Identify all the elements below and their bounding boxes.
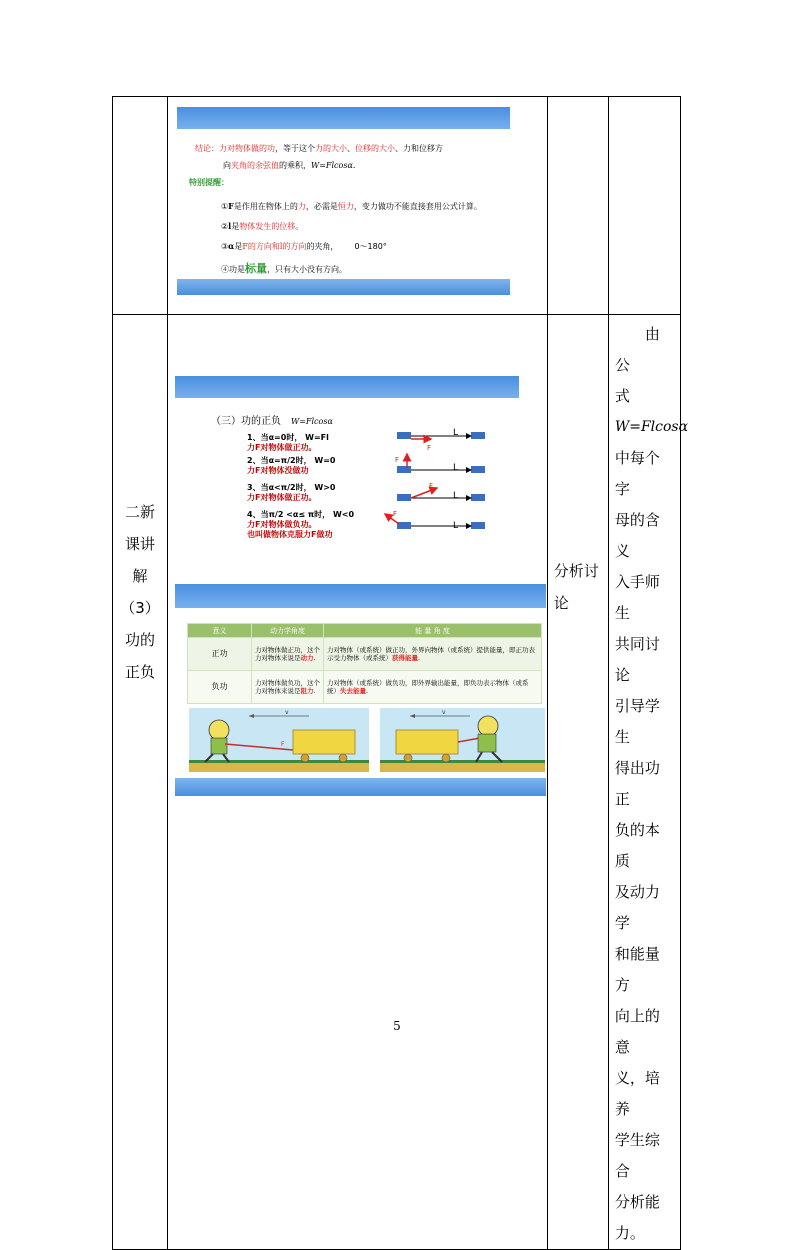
energy-cell: 力对物体（或系统）做正功，外界向物体（或系统）提供能量，即正功表示受力物体（或系统）获得能量.: [324, 638, 542, 671]
section-label-line: 二新: [125, 503, 156, 521]
intent-line: 母的含义: [614, 511, 660, 560]
force-diagrams: [375, 426, 495, 541]
displacement-label: L: [453, 491, 459, 501]
displacement-label: L: [453, 428, 459, 438]
note-item-4: ④功是标量，只有大小没有方向。: [221, 262, 347, 275]
intent-line: 及动力学: [614, 883, 660, 932]
energy-cell: 力对物体（或系统）做负功，即外界输出能量，即负功表示物体（或系统）失去能量.: [324, 671, 542, 704]
intent-line: 由公: [614, 325, 660, 374]
intent-line: 中每个字: [614, 449, 660, 498]
note-item-2: ②l是物体发生的位移。: [221, 221, 304, 231]
slide-work-meaning: [175, 584, 546, 796]
force-label: F: [429, 482, 434, 490]
note-item-3: ③α是F的方向和l的方向的夹角， 0～180°: [221, 241, 387, 251]
intent-line: 义，培养: [614, 1069, 660, 1118]
intent-line: 入手师生: [614, 573, 660, 622]
intent-formula: W=Flcosα: [614, 419, 689, 435]
intent-line: 负的本质: [614, 821, 660, 870]
slide-banner: [175, 584, 546, 608]
column-header: 动力学角度: [252, 624, 324, 638]
dynamics-cell: 力对物体做负功，这个力对物体来说是阻力.: [252, 671, 324, 704]
row-label: 负功: [188, 671, 252, 704]
velocity-label: v: [285, 709, 289, 716]
intent-line: 和能量方: [614, 945, 660, 994]
table-row: [188, 671, 542, 704]
force-label: F: [395, 456, 400, 464]
section-label-line: 正负: [125, 663, 156, 681]
force-label: F: [393, 510, 398, 518]
velocity-label: v: [442, 709, 446, 716]
displacement-label: L: [453, 463, 459, 473]
column-header: 能 量 角 度: [324, 624, 542, 638]
section-label-line: 功的: [125, 631, 156, 649]
section-label-line: 解: [132, 567, 148, 585]
slide-work-sign: [175, 376, 519, 552]
section-label-cell: [113, 315, 168, 1250]
slide-footer-banner: [177, 279, 510, 295]
page-number: 5: [393, 1019, 401, 1033]
activity-line: 分析讨: [553, 562, 599, 580]
section-label-line: 课讲: [125, 535, 156, 553]
intent-line: 引导学生: [614, 697, 660, 746]
cell-empty: [113, 97, 168, 315]
intent-line: 向上的意: [614, 1007, 660, 1056]
note-item-1: ①F是作用在物体上的力，必需是恒力，变力做功不能直接套用公式计算。: [221, 201, 482, 211]
slide-title: （三）功的正负 W=Flcosα: [211, 416, 333, 427]
dynamics-cell: 力对物体做正功，这个力对物体来说是动力.: [252, 638, 324, 671]
table-row: [188, 638, 542, 671]
conclusion-line-1: 结论：力对物体做的功，等于这个力的大小、位移的大小、力和位移方: [195, 144, 443, 153]
activity-line: 论: [553, 594, 569, 612]
slide-conclusion: [177, 107, 510, 295]
slide-banner: [175, 376, 519, 398]
intent-line: 式: [614, 387, 630, 405]
force-label: F: [427, 444, 432, 452]
case-3: 3、当α<π/2时， W>0 力F对物体做正功。: [247, 483, 336, 502]
cart-pull-illustration: [189, 708, 369, 772]
intent-cell: [608, 315, 689, 1250]
meaning-table: [187, 623, 542, 704]
activity-cell: [547, 315, 608, 1250]
cart-resist-illustration: [380, 708, 545, 772]
meaning-table-header: [188, 624, 542, 638]
intent-line: 力。: [614, 1224, 645, 1242]
intent-line: 分析能: [614, 1193, 660, 1211]
cell-empty: [608, 97, 680, 315]
section-label-line: （3）: [120, 599, 160, 617]
special-note-title: 特别提醒：: [189, 177, 229, 187]
intent-line: 共同讨论: [614, 635, 660, 684]
intent-line: 学生综合: [614, 1131, 660, 1180]
slide-banner: [177, 107, 510, 129]
case-4: 4、当π/2 <α≤ π时， W<0 力F对物体做负功。 也叫做物体克服力F做功: [247, 510, 355, 539]
case-2: 2、当α=π/2时， W=0 力F对物体没做功: [247, 456, 336, 475]
case-1: 1、当α=0时， W=Fl 力F对物体做正功。: [247, 433, 329, 452]
force-label: F: [281, 741, 285, 748]
displacement-label: L: [453, 521, 459, 531]
slide-footer-banner: [175, 778, 546, 796]
conclusion-line-2: 向夹角的余弦值的乘积，W=Flcosα.: [223, 161, 356, 170]
intent-line: 得出功正: [614, 759, 660, 808]
cell-empty: [547, 97, 608, 315]
row-label: 正功: [188, 638, 252, 671]
column-header: 意义: [188, 624, 252, 638]
